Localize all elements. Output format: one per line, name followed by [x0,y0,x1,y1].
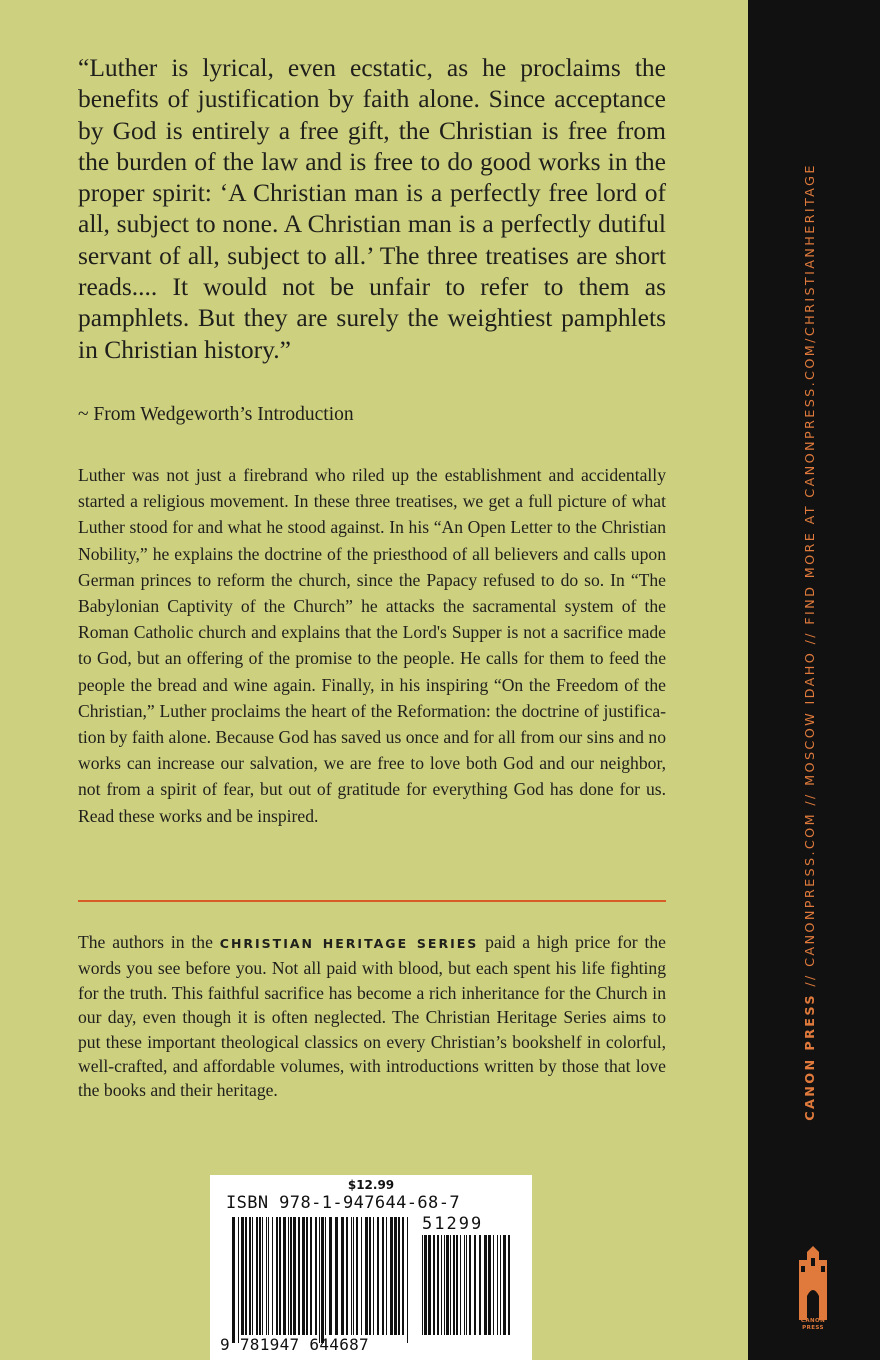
barcode-bar [276,1217,278,1335]
barcode-bar [390,1217,393,1335]
barcode-bar [306,1217,308,1335]
barcode-bar [382,1217,384,1335]
barcode-panel [210,1175,532,1360]
barcode-bar [241,1217,244,1335]
series-description [78,930,666,1103]
barcode-bar [402,1217,404,1335]
barcode-bar [450,1235,451,1335]
barcode-bar [394,1217,397,1335]
barcode-bar [460,1235,461,1335]
barcode-bar [356,1217,358,1335]
barcode-bar [386,1217,387,1335]
barcode-bar [262,1217,263,1335]
spine-text [803,52,823,1232]
barcode-bar [446,1235,449,1335]
barcode-bar [441,1235,442,1335]
barcode-bar [298,1217,300,1335]
barcode-bar [353,1217,354,1335]
barcode-bar [249,1217,251,1335]
barcode-bar [293,1217,296,1335]
barcode-bar [500,1235,501,1335]
barcode-bar [272,1217,273,1335]
section-divider [78,900,666,902]
book-description: Luther was not just a firebrand who riled up the establishment and accidentally started a religious movement. In these three treatises, we get a full picture of what Luther stood for and what he stood against. In his “An Open Letter to the Christian Nobility,” he explains the doctrine of the priesthood of all believers and calls upon German princes to reform the church, since the Papacy refused to do so. In “The Babylonian Captivity of the Church” he attacks the sacramental system of the Roman Catholic church and explains that the Lord's Supper is not a sacrifice made to God, but an offering of the promise to the people. He calls for them to feed the people the bread and wine again. Finally, in his inspiring “On the Freedom of the Christian,” Luther proclaims the heart of the Reformation: the doctrine of justification by faith alone. Because God has saved us once and for all from our sins and no works can increase our salvation, we are free to love both God and our neighbor, not from a spirit of fear, but out of gratitude for everything God has done for us. Read these works and be inspired. [78,465,666,826]
barcode-bar [351,1217,352,1335]
barcode-bar [398,1217,400,1335]
barcode-bar [341,1217,344,1335]
barcode-bar [290,1217,292,1335]
barcode-bar [266,1217,267,1335]
barcode-bar [424,1235,427,1335]
publisher-name: CANON PRESS [803,993,818,1121]
price-code: 51299 [422,1214,484,1234]
isbn-label: ISBN 978-1-947644-68-7 [226,1193,460,1213]
barcode-bar [493,1235,494,1335]
series-intro: The authors in the [78,932,213,952]
barcode-bar [346,1217,348,1335]
logo-text-canon: CANON [800,1318,826,1324]
barcode-bar [238,1217,239,1343]
barcode-bar [469,1235,471,1335]
barcode-bar [259,1217,261,1335]
canon-press-logo-icon [793,1240,833,1322]
price-label: $12.99 [347,1178,395,1192]
barcode-bar [466,1235,467,1335]
barcode-bar [437,1235,439,1335]
barcode-bar [377,1217,379,1335]
barcode-bar [321,1217,324,1343]
barcode-bar [422,1235,423,1335]
barcode-bar [497,1235,498,1335]
barcode-bar [245,1217,247,1335]
ean-number: 9 781947 644687 [220,1335,369,1354]
barcode-bar [256,1217,258,1335]
barcode-bar [484,1235,487,1335]
barcode-bar [508,1235,510,1335]
barcode-bar [232,1217,235,1343]
barcode-bar [428,1235,431,1335]
barcode-bar [335,1217,338,1335]
barcode-bar [474,1235,476,1335]
logo-text-press: PRESS [802,1325,824,1331]
publisher-details: // CANONPRESS.COM // MOSCOW IDAHO // FIND MORE AT CANONPRESS.COM/CHRISTIANHERITAGE [803,163,818,994]
quote-attribution: ~ From Wedgeworth’s Introduction [78,404,354,425]
barcode-bar [453,1235,455,1335]
barcode-bar [488,1235,491,1335]
barcode-bar [361,1217,362,1335]
barcode-bar [252,1217,253,1335]
barcode-bar [319,1217,320,1343]
barcode-bar [444,1235,445,1335]
barcode-bar [283,1217,286,1335]
series-name: CHRISTIAN HERITAGE SERIES [219,936,479,951]
barcode-bar [302,1217,305,1335]
barcode-bar [315,1217,317,1335]
barcode-bar [268,1217,269,1335]
barcode-bar [503,1235,506,1335]
barcode-bar [407,1217,408,1343]
barcode-bar [369,1217,371,1335]
barcode-bar [456,1235,458,1335]
barcode-bar [310,1217,312,1335]
series-rest: paid a high price for the words you see before you. Not all paid with blood, but each spent his life fighting for the truth. This faithful sacrifice has become a rich inheritance for the Church in our day, even though it is often neglected. The Christian Heritage Series aims to put these important theological classics on every Christian’s bookshelf in colorful, well-crafted, and affordable volumes, with introductions written by those that love the books and their heritage. [78,932,666,1101]
barcode-bar [329,1217,332,1335]
barcode-bar [365,1217,368,1335]
barcode-bar [279,1217,281,1335]
barcode-bar [479,1235,481,1335]
barcode-bar [464,1235,465,1335]
barcode-bar [325,1217,326,1335]
barcode-bar [288,1217,289,1335]
barcode-bar [433,1235,435,1335]
pull-quote: “Luther is lyrical, even ecstatic, as he proclaims the benefits of justification by faith alone. Since acceptance by God is entirely a free gift, the Christian is free from the burden of the law and is free to do good works in the proper spirit: ‘A Christian man is a perfectly free lord of all, subject to none. A Christian man is a perfectly dutiful servant of all, subject to all.’ The three treatises are short reads.... It would not be unfair to refer to them as pamphlets. But they are surely the weightiest pamphlets in Christian history.” [78,53,666,364]
barcode-bar [373,1217,374,1335]
